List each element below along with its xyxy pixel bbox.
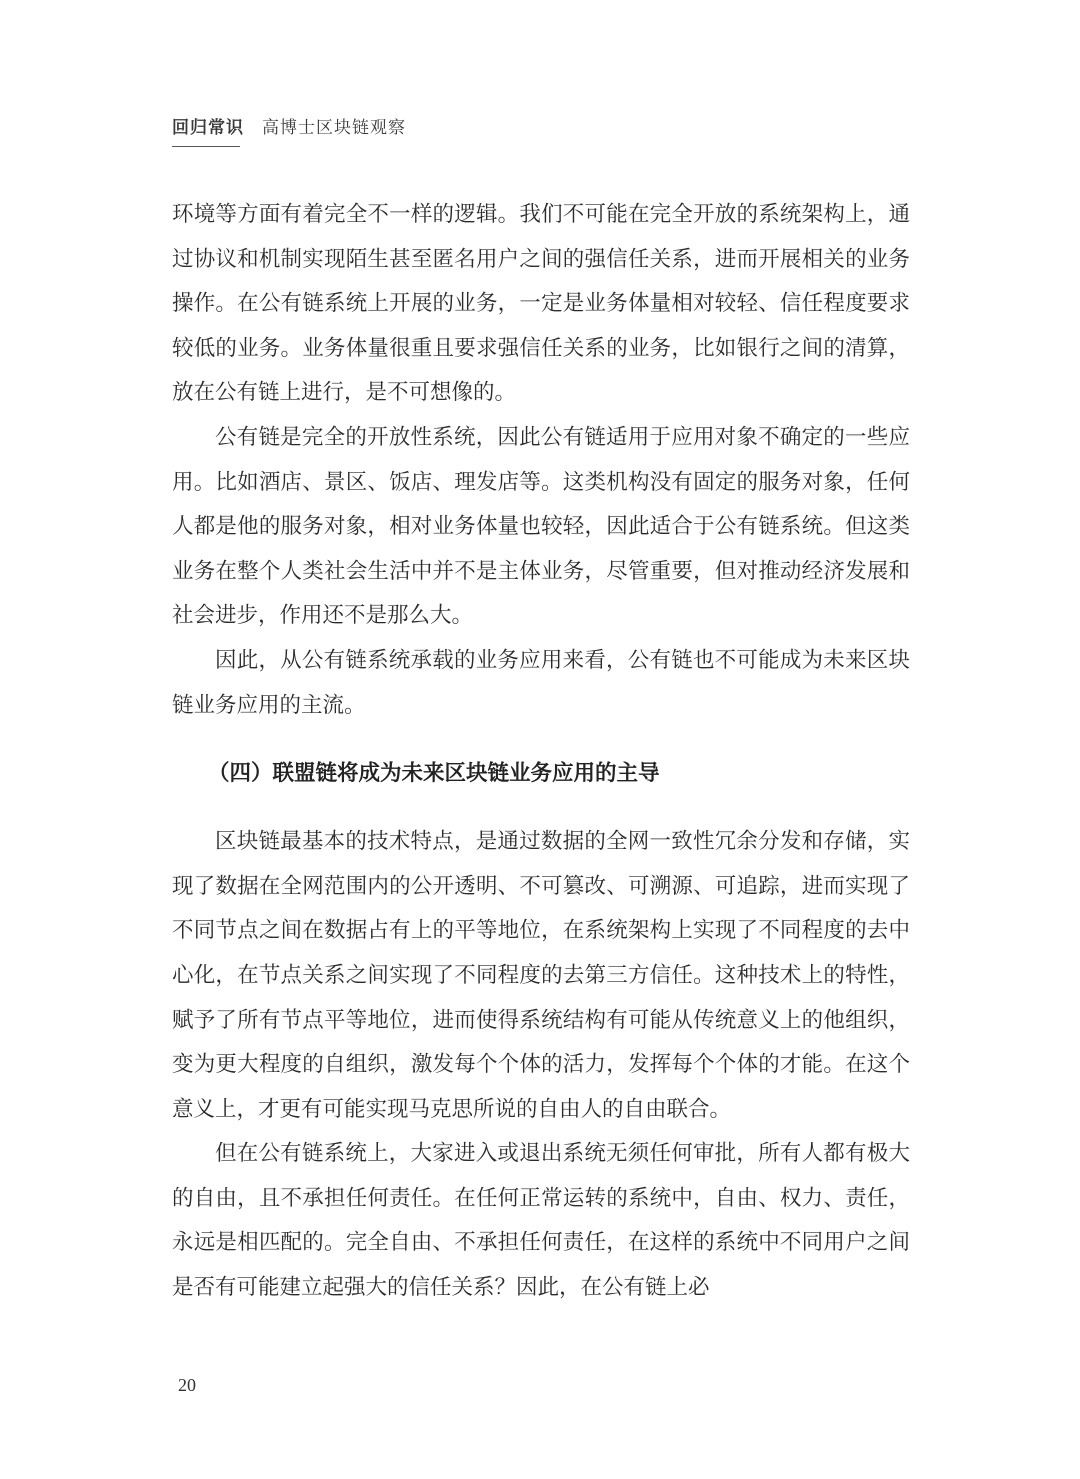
header-rule	[172, 146, 240, 147]
running-header	[172, 113, 406, 138]
paragraph-4: 区块链最基本的技术特点，是通过数据的全网一致性冗余分发和存储，实现了数据在全网范围内的公开透明、不可篡改、可溯源、可追踪，进而实现了不同节点之间在数据占有上的平等地位，在系统架构上实现了不同程度的去中心化，在节点关系之间实现了不同程度的去第三方信任。这种技术上的特性，赋予了所有节点平等地位，进而使得系统结构有可能从传统意义上的他组织，变为更大程度的自组织，激发每个个体的活力，发挥每个个体的才能。在这个意义上，才更有可能实现马克思所说的自由人的自由联合。	[172, 829, 910, 1122]
book-subtitle: 高博士区块链观察	[262, 118, 406, 138]
section-heading: （四）联盟链将成为未来区块链业务应用的主导	[208, 761, 660, 787]
paragraph-5: 但在公有链系统上，大家进入或退出系统无须任何审批，所有人都有极大的自由，且不承担任何责任。在任何正常运转的系统中，自由、权力、责任，永远是相匹配的。完全自由、不承担任何责任，在这样的系统中不同用户之间是否有可能建立起强大的信任关系？因此，在公有链上必	[172, 1141, 910, 1301]
page-number: 20	[178, 1375, 196, 1395]
paragraph-1: 环境等方面有着完全不一样的逻辑。我们不可能在完全开放的系统架构上，通过协议和机制实现陌生甚至匿名用户之间的强信任关系，进而开展相关的业务操作。在公有链系统上开展的业务，一定是业务体量相对较轻、信任程度要求较低的业务。业务体量很重且要求强信任关系的业务，比如银行之间的清算，放在公有链上进行，是不可想像的。	[172, 202, 910, 406]
paragraph-3: 因此，从公有链系统承载的业务应用来看，公有链也不可能成为未来区块链业务应用的主流。	[172, 647, 910, 718]
body-text	[172, 193, 910, 1311]
paragraph-2: 公有链是完全的开放性系统，因此公有链适用于应用对象不确定的一些应用。比如酒店、景区、饭店、理发店等。这类机构没有固定的服务对象，任何人都是他的服务对象，相对业务体量也较轻，因此适合于公有链系统。但这类业务在整个人类社会生活中并不是主体业务，尽管重要，但对推动经济发展和社会进步，作用还不是那么大。	[172, 424, 910, 629]
book-title: 回归常识	[172, 118, 244, 138]
